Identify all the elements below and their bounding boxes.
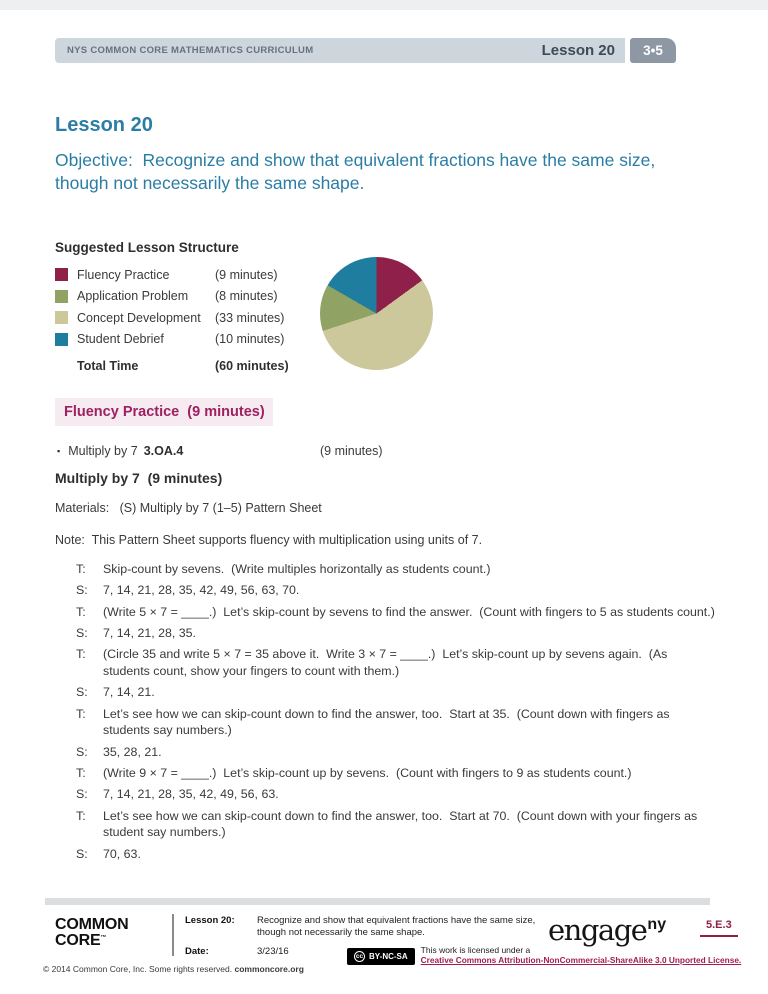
commoncore-site-link[interactable]: commoncore.org [234,964,304,974]
dialogue-text: 7, 14, 21, 28, 35, 42, 49, 56, 63, 70. [103,583,300,598]
legend-row [55,264,335,286]
fluency-practice-banner: Fluency Practice (9 minutes) [55,398,273,426]
dialogue-speaker: S: [76,685,88,700]
common-core-logo-line1: COMMON [55,916,129,933]
dialogue-speaker: T: [76,706,86,721]
bullet-icon: ▪ [57,446,61,456]
legend-label: Application Problem [77,289,189,304]
legend-time: (33 minutes) [215,310,285,325]
footer-lesson-description: Recognize and show that equivalent fractions have the same size, though not necessarily the same shape. [257,915,536,939]
page-header-bar [55,38,625,63]
legend-time: (8 minutes) [215,289,278,304]
dialogue-row [76,625,716,642]
copyright-line: © 2014 Common Core, Inc. Some rights reserved. commoncore.org [43,964,304,974]
dialogue-row [76,744,716,761]
common-core-logo-line2: CORE™ [55,931,107,949]
dialogue-text: (Circle 35 and write 5 × 7 = 35 above it. Write 3 × 7 = ____.) Let’s skip-count up by sevens again. (As students count, show your fingers to count with them.) [103,647,671,678]
dialogue-speaker: T: [76,808,86,823]
footer-vertical-divider [172,914,174,956]
dialogue-text: Skip-count by sevens. (Write multiples horizontally as students count.) [103,562,491,576]
bullet-time: (9 minutes) [320,444,383,458]
dialogue-speaker: S: [76,583,88,598]
dialogue-speaker: T: [76,604,86,619]
activity-heading: Multiply by 7 (9 minutes) [55,470,223,486]
dialogue-speaker: S: [76,846,88,861]
license-intro: This work is licensed under a [420,945,531,955]
dialogue-row [76,786,716,803]
dialogue-speaker: S: [76,625,88,640]
legend-total-time: (60 minutes) [215,358,289,373]
footer-divider-bar [45,898,710,905]
curriculum-label: NYS COMMON CORE MATHEMATICS CURRICULUM [67,45,314,56]
page-top-edge [0,0,768,10]
license-block [347,945,741,965]
dialogue-text: 70, 63. [103,846,141,861]
license-link[interactable]: Creative Commons Attribution-NonCommercial-ShareAlike 3.0 Unported License. [420,955,742,965]
fluency-bullet-row [57,444,717,458]
dialogue-text: Let’s see how we can skip-count down to find the answer, too. Start at 70. (Count down with your fingers as student say numbers.) [103,808,701,840]
dialogue-list [76,561,716,867]
legend-label: Student Debrief [77,332,164,347]
dialogue-text: 7, 14, 21. [103,685,155,700]
legend-row [55,307,335,329]
trademark-symbol: ™ [100,934,107,941]
dialogue-speaker: T: [76,562,86,576]
legend-time: (10 minutes) [215,332,285,347]
dialogue-row [76,846,716,863]
materials-line: Materials: (S) Multiply by 7 (1–5) Pattern Sheet [55,501,322,515]
lesson-objective: Objective: Recognize and show that equivalent fractions have the same size, though not necessarily the same shape. [55,150,661,194]
dialogue-speaker: T: [76,765,86,780]
engageny-logo: engage$^{ny}$ [548,913,667,947]
page-title: Lesson 20 [55,114,153,136]
footer-date-value: 3/23/16 [257,945,289,957]
footer-date-label: Date: [185,945,209,957]
bullet-standard: 3.OA.4 [143,444,184,458]
cc-icon: cc [355,953,364,960]
legend-label: Fluency Practice [77,267,170,282]
dialogue-row [76,684,716,701]
legend-total-label: Total Time [77,358,139,373]
dialogue-speaker: S: [76,787,88,802]
dialogue-text: 7, 14, 21, 28, 35. [103,625,197,640]
dialogue-text: (Write 9 × 7 = ____.) Let’s skip-count up by sevens. (Count with fingers to 9 as students count.) [103,765,632,780]
bullet-activity: Multiply by 7 [68,444,138,458]
license-text [421,945,742,965]
dialogue-row [76,706,716,740]
cc-badge-label: BY-NC-SA [369,952,408,961]
dialogue-row [76,808,716,842]
lesson-structure-legend [55,264,335,377]
module-badge: 3•5 [630,38,676,63]
footer-lesson-label: Lesson 20: [185,915,235,926]
legend-total-row [55,355,335,377]
dialogue-row [76,765,716,782]
legend-color-swatch [55,311,68,324]
legend-color-swatch [55,333,68,346]
dialogue-text: (Write 5 × 7 = ____.) Let’s skip-count by sevens to find the answer. (Count with fingers to 5 as students count.) [103,604,715,619]
dialogue-text: 7, 14, 21, 28, 35, 42, 49, 56, 63. [103,787,279,802]
dialogue-text: Let’s see how we can skip-count down to find the answer, too. Start at 35. (Count down with fingers as students say numbers.) [103,706,674,738]
engageny-logo-ny: ny [647,916,667,933]
dialogue-speaker: S: [76,744,88,759]
structure-heading: Suggested Lesson Structure [55,240,239,255]
creative-commons-badge[interactable] [347,948,415,965]
note-line: Note: This Pattern Sheet supports fluency with multiplication using units of 7. [55,533,483,547]
header-lesson-label: Lesson 20 [541,42,615,59]
legend-row [55,286,335,308]
page-reference: 5.E.3 [700,919,738,937]
lesson-structure-pie-chart [320,257,433,370]
legend-row [55,329,335,351]
legend-color-swatch [55,290,68,303]
dialogue-row [76,604,716,621]
dialogue-text: 35, 28, 21. [103,744,162,759]
dialogue-speaker: T: [76,647,86,662]
legend-time: (9 minutes) [215,267,278,282]
legend-label: Concept Development [77,310,201,325]
common-core-logo [55,917,128,948]
legend-color-swatch [55,268,68,281]
dialogue-row [76,561,716,578]
dialogue-row [76,646,716,680]
dialogue-row [76,582,716,599]
